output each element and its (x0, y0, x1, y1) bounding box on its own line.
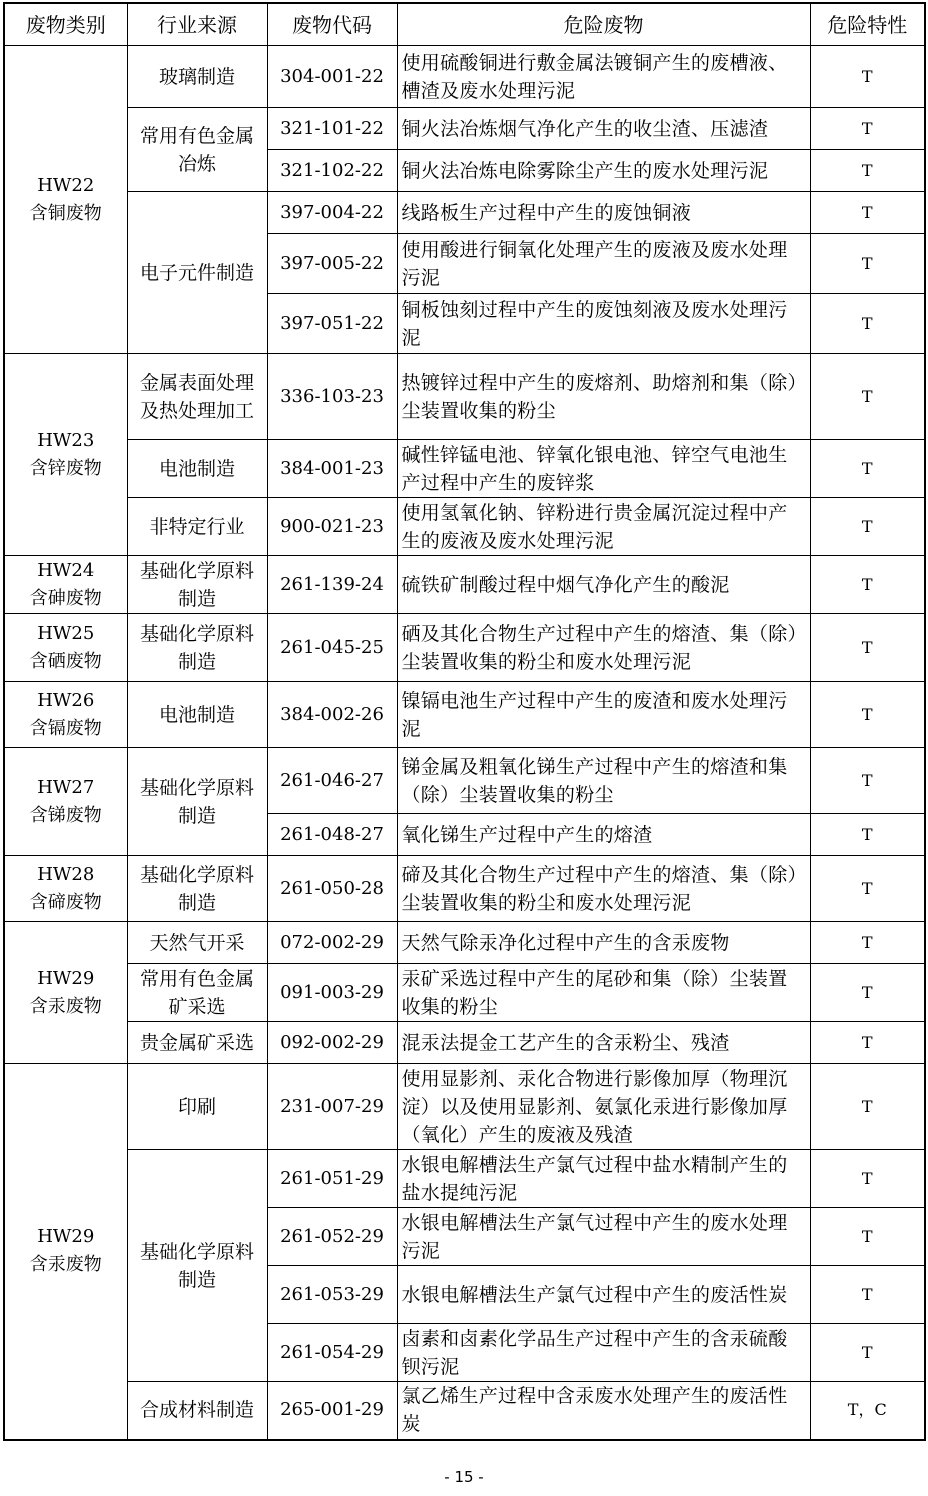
property-cell: T (810, 1150, 925, 1208)
table-row (4, 748, 925, 814)
code-cell: 900-021-23 (267, 498, 397, 556)
code-cell: 091-003-29 (267, 964, 397, 1022)
code-cell: 384-002-26 (267, 682, 397, 748)
hazardous-waste-table (3, 2, 926, 1441)
category-cell: HW23 含锌废物 (4, 354, 127, 556)
description-cell: 线路板生产过程中产生的废蚀铜液 (397, 192, 810, 234)
property-cell: T (810, 440, 925, 498)
code-cell: 261-045-25 (267, 614, 397, 682)
property-cell: T (810, 354, 925, 440)
table-row (4, 498, 925, 556)
category-cell: HW29 含汞废物 (4, 1064, 127, 1440)
property-cell: T (810, 556, 925, 614)
category-cell: HW24 含砷废物 (4, 556, 127, 614)
description-cell: 铜火法冶炼电除雾除尘产生的废水处理污泥 (397, 150, 810, 192)
description-cell: 硒及其化合物生产过程中产生的熔渣、集（除）尘装置收集的粉尘和废水处理污泥 (397, 614, 810, 682)
category-cell: HW26 含镉废物 (4, 682, 127, 748)
code-cell: 397-051-22 (267, 294, 397, 354)
table-row (4, 1022, 925, 1064)
code-cell: 261-052-29 (267, 1208, 397, 1266)
table-row (4, 440, 925, 498)
industry-cell: 非特定行业 (127, 498, 267, 556)
header-code: 废物代码 (267, 3, 397, 46)
code-cell: 336-103-23 (267, 354, 397, 440)
header-category: 废物类别 (4, 3, 127, 46)
industry-cell: 玻璃制造 (127, 46, 267, 108)
property-cell: T (810, 1064, 925, 1150)
code-cell: 092-002-29 (267, 1022, 397, 1064)
code-cell: 304-001-22 (267, 46, 397, 108)
description-cell: 铜板蚀刻过程中产生的废蚀刻液及废水处理污泥 (397, 294, 810, 354)
description-cell: 碱性锌锰电池、锌氧化银电池、锌空气电池生产过程中产生的废锌浆 (397, 440, 810, 498)
header-industry: 行业来源 (127, 3, 267, 46)
industry-cell: 常用有色金属矿采选 (127, 964, 267, 1022)
property-cell: T (810, 1324, 925, 1382)
industry-cell: 基础化学原料制造 (127, 856, 267, 922)
description-cell: 碲及其化合物生产过程中产生的熔渣、集（除）尘装置收集的粉尘和废水处理污泥 (397, 856, 810, 922)
description-cell: 氯乙烯生产过程中含汞废水处理产生的废活性炭 (397, 1382, 810, 1440)
code-cell: 397-004-22 (267, 192, 397, 234)
table-row (4, 614, 925, 682)
industry-cell: 天然气开采 (127, 922, 267, 964)
code-cell: 265-001-29 (267, 1382, 397, 1440)
industry-cell: 电池制造 (127, 682, 267, 748)
table-row (4, 682, 925, 748)
code-cell: 231-007-29 (267, 1064, 397, 1150)
industry-cell: 基础化学原料制造 (127, 556, 267, 614)
description-cell: 水银电解槽法生产氯气过程中产生的废水处理污泥 (397, 1208, 810, 1266)
description-cell: 镍镉电池生产过程中产生的废渣和废水处理污泥 (397, 682, 810, 748)
property-cell: T (810, 614, 925, 682)
property-cell: T (810, 1208, 925, 1266)
description-cell: 使用氢氧化钠、锌粉进行贵金属沉淀过程中产生的废液及废水处理污泥 (397, 498, 810, 556)
description-cell: 卤素和卤素化学品生产过程中产生的含汞硫酸钡污泥 (397, 1324, 810, 1382)
table-row (4, 354, 925, 440)
description-cell: 天然气除汞净化过程中产生的含汞废物 (397, 922, 810, 964)
description-cell: 水银电解槽法生产氯气过程中盐水精制产生的盐水提纯污泥 (397, 1150, 810, 1208)
property-cell: T (810, 682, 925, 748)
property-cell: T (810, 498, 925, 556)
property-cell: T (810, 234, 925, 294)
industry-cell: 基础化学原料制造 (127, 1150, 267, 1382)
property-cell: T，C (810, 1382, 925, 1440)
description-cell: 使用酸进行铜氧化处理产生的废液及废水处理污泥 (397, 234, 810, 294)
code-cell: 261-046-27 (267, 748, 397, 814)
industry-cell: 电池制造 (127, 440, 267, 498)
code-cell: 321-102-22 (267, 150, 397, 192)
industry-cell: 金属表面处理及热处理加工 (127, 354, 267, 440)
code-cell: 261-139-24 (267, 556, 397, 614)
code-cell: 072-002-29 (267, 922, 397, 964)
table-row (4, 1064, 925, 1150)
property-cell: T (810, 1266, 925, 1324)
table-row (4, 46, 925, 108)
header-description: 危险废物 (397, 3, 810, 46)
code-cell: 261-054-29 (267, 1324, 397, 1382)
table-row (4, 192, 925, 234)
property-cell: T (810, 1022, 925, 1064)
property-cell: T (810, 922, 925, 964)
industry-cell: 电子元件制造 (127, 192, 267, 354)
category-cell: HW28 含碲废物 (4, 856, 127, 922)
category-cell: HW29 含汞废物 (4, 922, 127, 1064)
table-row (4, 856, 925, 922)
code-cell: 384-001-23 (267, 440, 397, 498)
property-cell: T (810, 108, 925, 150)
industry-cell: 基础化学原料制造 (127, 614, 267, 682)
table-row (4, 922, 925, 964)
table-row (4, 108, 925, 150)
code-cell: 261-051-29 (267, 1150, 397, 1208)
property-cell: T (810, 748, 925, 814)
industry-cell: 常用有色金属冶炼 (127, 108, 267, 192)
code-cell: 261-053-29 (267, 1266, 397, 1324)
description-cell: 混汞法提金工艺产生的含汞粉尘、残渣 (397, 1022, 810, 1064)
description-cell: 锑金属及粗氧化锑生产过程中产生的熔渣和集（除）尘装置收集的粉尘 (397, 748, 810, 814)
description-cell: 铜火法冶炼烟气净化产生的收尘渣、压滤渣 (397, 108, 810, 150)
table-row (4, 1382, 925, 1440)
category-cell: HW25 含硒废物 (4, 614, 127, 682)
description-cell: 水银电解槽法生产氯气过程中产生的废活性炭 (397, 1266, 810, 1324)
description-cell: 汞矿采选过程中产生的尾砂和集（除）尘装置收集的粉尘 (397, 964, 810, 1022)
page-number: - 15 - (444, 1468, 484, 1486)
description-cell: 使用硫酸铜进行敷金属法镀铜产生的废槽液、槽渣及废水处理污泥 (397, 46, 810, 108)
industry-cell: 印刷 (127, 1064, 267, 1150)
code-cell: 261-048-27 (267, 814, 397, 856)
category-cell: HW27 含锑废物 (4, 748, 127, 856)
table-row (4, 1150, 925, 1208)
description-cell: 硫铁矿制酸过程中烟气净化产生的酸泥 (397, 556, 810, 614)
table-row (4, 964, 925, 1022)
description-cell: 使用显影剂、汞化合物进行影像加厚（物理沉淀）以及使用显影剂、氨氯化汞进行影像加厚（氧化）产生的废液及残渣 (397, 1064, 810, 1150)
description-cell: 氧化锑生产过程中产生的熔渣 (397, 814, 810, 856)
property-cell: T (810, 46, 925, 108)
property-cell: T (810, 814, 925, 856)
industry-cell: 贵金属矿采选 (127, 1022, 267, 1064)
category-cell: HW22 含铜废物 (4, 46, 127, 354)
code-cell: 321-101-22 (267, 108, 397, 150)
property-cell: T (810, 856, 925, 922)
header-row (4, 3, 925, 46)
industry-cell: 基础化学原料制造 (127, 748, 267, 856)
property-cell: T (810, 294, 925, 354)
property-cell: T (810, 964, 925, 1022)
code-cell: 261-050-28 (267, 856, 397, 922)
code-cell: 397-005-22 (267, 234, 397, 294)
property-cell: T (810, 150, 925, 192)
header-property: 危险特性 (810, 3, 925, 46)
industry-cell: 合成材料制造 (127, 1382, 267, 1440)
description-cell: 热镀锌过程中产生的废熔剂、助熔剂和集（除）尘装置收集的粉尘 (397, 354, 810, 440)
table-row (4, 556, 925, 614)
property-cell: T (810, 192, 925, 234)
